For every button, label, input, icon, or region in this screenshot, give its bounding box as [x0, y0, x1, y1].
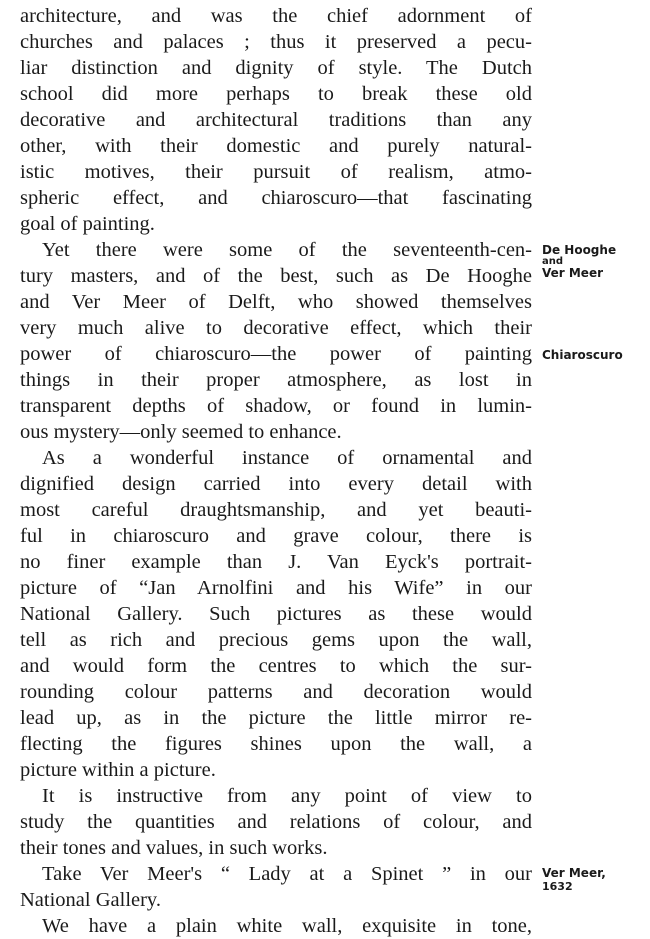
text-line: other, with their domestic and purely natural-: [20, 135, 532, 157]
text-line: study the quantities and relations of colour, and: [20, 811, 532, 833]
text-line: rounding colour patterns and decoration would: [20, 681, 532, 703]
text-line: As a wonderful instance of ornamental and: [42, 447, 532, 469]
text-line: liar distinction and dignity of style. The Dutch: [20, 57, 532, 79]
text-line: school did more perhaps to break these old: [20, 83, 532, 105]
text-line: istic motives, their pursuit of realism, atmo-: [20, 161, 532, 183]
text-line: spheric effect, and chiaroscuro—that fascinating: [20, 187, 532, 209]
text-line: dignified design carried into every detail with: [20, 473, 532, 495]
text-line: picture of “Jan Arnolfini and his Wife” in our: [20, 577, 532, 599]
text-line: architecture, and was the chief adornment of: [20, 5, 532, 27]
margin-note-ver-meer-1632: [542, 866, 647, 894]
margin-note-and: and: [542, 256, 564, 267]
text-line: We have a plain white wall, exquisite in tone,: [42, 915, 532, 937]
text-line: tury masters, and of the best, such as De Hooghe: [20, 265, 532, 287]
text-line: flecting the figures shines upon the wall, a: [20, 733, 532, 755]
text-line: very much alive to decorative effect, which their: [20, 317, 532, 339]
text-line: National Gallery. Such pictures as these would: [20, 603, 532, 625]
text-line: Take Ver Meer's “ Lady at a Spinet ” in our: [42, 863, 532, 885]
margin-note-de-hooghe-title: De Hooghe: [542, 243, 617, 257]
text-line: and Ver Meer of Delft, who showed themselves: [20, 291, 532, 313]
margin-note-chiaroscuro: Chiaroscuro: [542, 348, 623, 362]
margin-note-de-hooghe: [542, 243, 647, 280]
text-line: and would form the centres to which the sur-: [20, 655, 532, 677]
text-line: their tones and values, in such works.: [20, 837, 328, 859]
text-line: things in their proper atmosphere, as lost in: [20, 369, 532, 391]
text-line: It is instructive from any point of view to: [42, 785, 532, 807]
text-line: power of chiaroscuro—the power of painting: [20, 343, 532, 365]
text-line: ous mystery—only seemed to enhance.: [20, 421, 342, 443]
margin-note-ver-meer-name: Ver Meer,: [542, 866, 606, 880]
text-line: National Gallery.: [20, 889, 161, 911]
text-line: transparent depths of shadow, or found in lumin-: [20, 395, 532, 417]
text-line: lead up, as in the picture the little mirror re-: [20, 707, 532, 729]
margin-note-year: 1632: [542, 880, 573, 893]
text-line: picture within a picture.: [20, 759, 216, 781]
text-line: churches and palaces ; thus it preserved a pecu-: [20, 31, 532, 53]
text-line: no finer example than J. Van Eyck's portrait-: [20, 551, 532, 573]
text-line: tell as rich and precious gems upon the wall,: [20, 629, 532, 651]
text-line: goal of painting.: [20, 213, 155, 235]
text-line: ful in chiaroscuro and grave colour, there is: [20, 525, 532, 547]
text-line: decorative and architectural traditions than any: [20, 109, 532, 131]
margin-note-ver-meer: Ver Meer: [542, 266, 604, 280]
text-line: Yet there were some of the seventeenth-cen-: [42, 239, 532, 261]
text-line: most careful draughtsmanship, and yet beauti-: [20, 499, 532, 521]
